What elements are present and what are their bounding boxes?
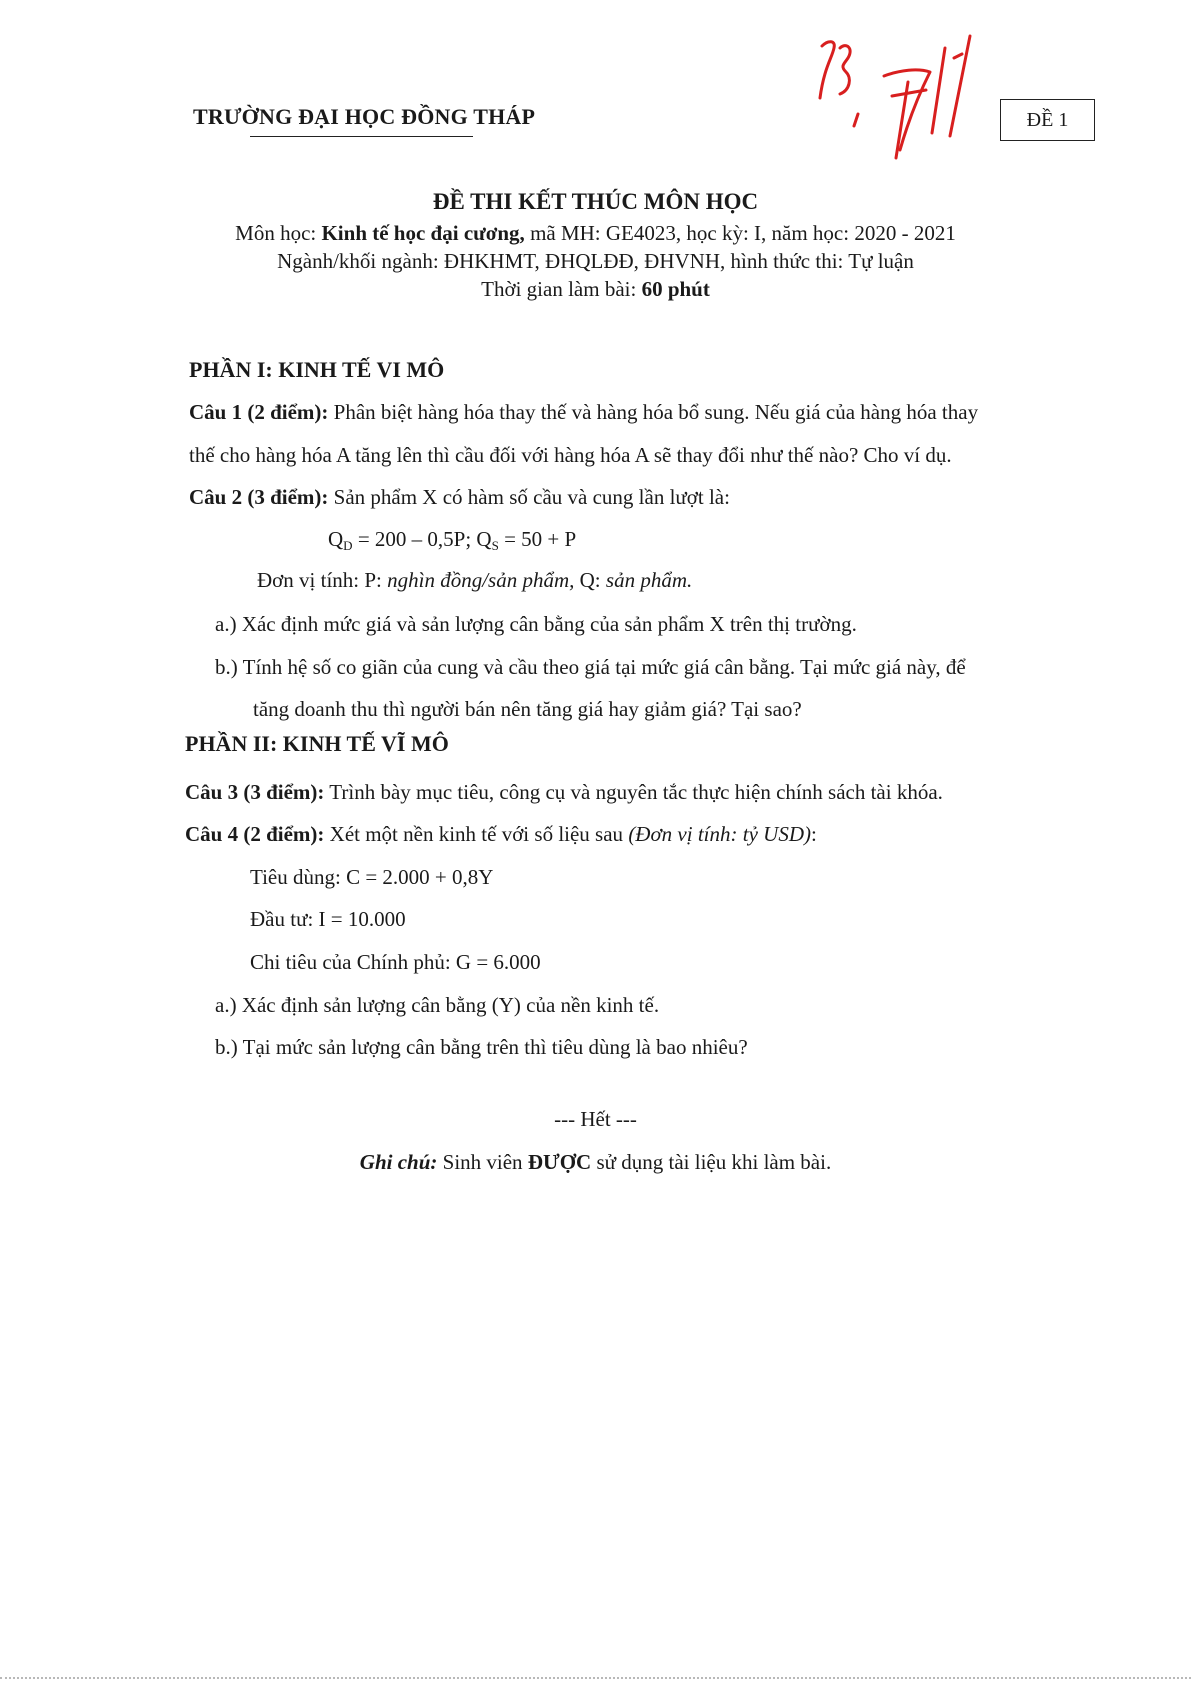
consumption-function: Tiêu dùng: C = 2.000 + 0,8Y (250, 865, 494, 889)
question-3: Câu 3 (3 điểm): Trình bày mục tiêu, công cụ và nguyên tắc thực hiện chính sách tài khóa. (185, 780, 943, 804)
duration-label: Thời gian làm bài: (481, 277, 642, 301)
question-3-label: Câu 3 (3 điểm): (185, 780, 325, 804)
question-1-label: Câu 1 (2 điểm): (189, 400, 329, 424)
question-1-line-1: Câu 1 (2 điểm): Phân biệt hàng hóa thay thế và hàng hóa bổ sung. Nếu giá của hàng hóa thay (189, 400, 979, 424)
exam-title: ĐỀ THI KẾT THÚC MÔN HỌC (432, 189, 759, 214)
question-2b-line-1: b.) Tính hệ số co giãn của cung và cầu theo giá tại mức giá cân bằng. Tại mức giá này, để (215, 655, 966, 679)
note-emphasis: ĐƯỢC (527, 1150, 592, 1174)
question-2-intro: Câu 2 (3 điểm): Sản phẩm X có hàm số cầu và cung lần lượt là: (189, 485, 730, 509)
course-label: Môn học: (235, 221, 322, 245)
school-underline (250, 136, 473, 137)
scan-edge-line (0, 1677, 1191, 1679)
school-name: TRƯỜNG ĐẠI HỌC ĐỒNG THÁP (193, 104, 536, 129)
question-1-line-2: thế cho hàng hóa A tăng lên thì cầu đối với hàng hóa A sẽ thay đổi như thế nào? Cho ví dụ. (189, 443, 952, 467)
end-mark: --- Hết --- (554, 1107, 637, 1131)
unit-line: Đơn vị tính: P: nghìn đồng/sản phẩm, Q: sản phẩm. (257, 568, 693, 592)
supply-demand-equation: $Q_D = 200 - 0,5P$; $Q_S = 50 + P$ (328, 527, 577, 553)
part1-heading: PHẦN I: KINH TẾ VI MÔ (189, 357, 445, 382)
footer-note: Ghi chú: Sinh viên ĐƯỢC sử dụng tài liệu khi làm bài. (359, 1150, 832, 1174)
exam-code-box: ĐỀ 1 (1000, 99, 1095, 141)
duration-line (0, 277, 1191, 302)
major-info-line: Ngành/khối ngành: ĐHKHMT, ĐHQLĐĐ, ĐHVNH, hình thức thi: Tự luận (277, 249, 914, 273)
question-4a: a.) Xác định sản lượng cân bằng (Y) của nền kinh tế. (215, 993, 660, 1017)
part2-heading: PHẦN II: KINH TẾ VĨ MÔ (185, 731, 449, 756)
question-4-label: Câu 4 (2 điểm): (185, 822, 325, 846)
course-details: mã MH: GE4023, học kỳ: I, năm học: 2020 - 2021 (524, 221, 956, 245)
course-info-line (0, 221, 1191, 246)
question-2a: a.) Xác định mức giá và sản lượng cân bằng của sản phẩm X trên thị trường. (215, 612, 857, 636)
handwritten-grade (800, 18, 1030, 168)
note-label: Ghi chú: (359, 1150, 438, 1174)
question-4-intro: Câu 4 (2 điểm): Xét một nền kinh tế với số liệu sau (Đơn vị tính: tỷ USD): (185, 822, 817, 846)
duration-value: 60 phút (641, 277, 710, 301)
investment-value: Đầu tư: I = 10.000 (250, 907, 406, 931)
course-name: Kinh tế học đại cương, (321, 221, 525, 245)
government-spending: Chi tiêu của Chính phủ: G = 6.000 (250, 950, 541, 974)
question-2b-line-2: tăng doanh thu thì người bán nên tăng giá hay giảm giá? Tại sao? (253, 697, 802, 721)
question-2-label: Câu 2 (3 điểm): (189, 485, 329, 509)
question-4b: b.) Tại mức sản lượng cân bằng trên thì tiêu dùng là bao nhiêu? (215, 1035, 748, 1059)
